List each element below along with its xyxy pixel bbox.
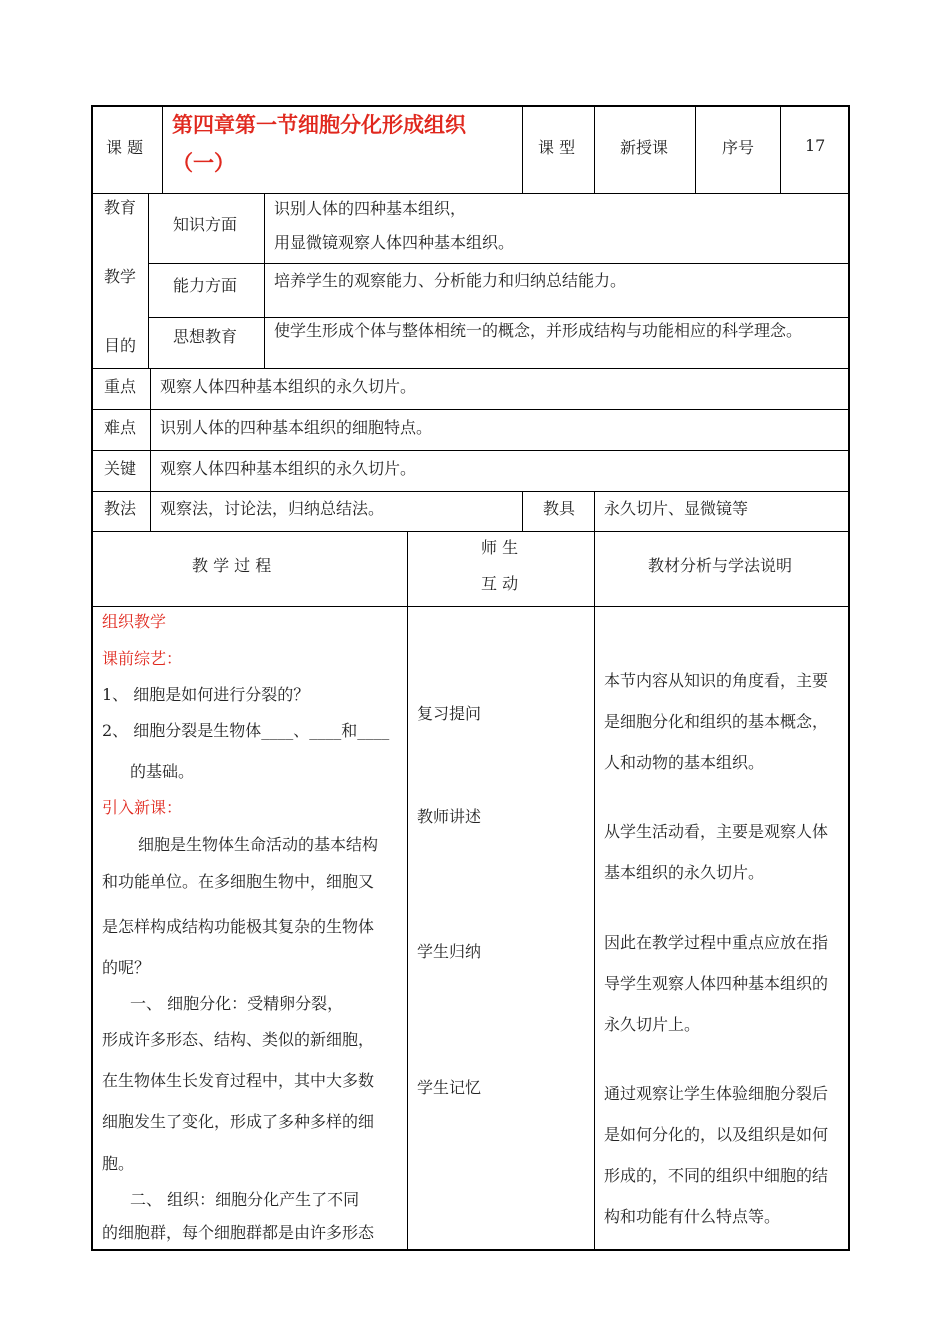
tools-text: 永久切片、显微镜等	[604, 499, 749, 518]
ability-text: 培养学生的观察能力、分析能力和归纳总结能力。	[274, 271, 627, 290]
rule-knowledge-bottom	[148, 263, 850, 264]
rule-v-type-value	[695, 105, 696, 193]
analysis-1-line-1: 本节内容从知识的角度看，主要	[604, 671, 829, 690]
method-text: 观察法，讨论法，归纳总结法。	[160, 499, 385, 518]
rule-v-interaction	[594, 531, 595, 1251]
section-intro: 引入新课：	[102, 798, 183, 817]
key-label: 关键	[104, 459, 137, 478]
question-2: 2、 细胞分裂是生物体____、____和____	[102, 721, 390, 740]
focus-label: 重点	[104, 377, 137, 396]
process-column-header: 教 学 过 程	[192, 556, 272, 575]
rule-v-type	[594, 105, 595, 193]
analysis-3-line-1: 因此在教学过程中重点应放在指	[604, 933, 829, 952]
method-label: 教法	[104, 499, 137, 518]
rule-process-header-bottom	[91, 606, 850, 607]
difficulty-text: 识别人体的四种基本组织的细胞特点。	[160, 418, 433, 437]
rule-v-tools	[594, 491, 595, 531]
section-organize: 组织教学	[102, 612, 167, 631]
rule-v-title	[522, 105, 523, 193]
knowledge-label: 知识方面	[173, 215, 238, 234]
key-text: 观察人体四种基本组织的永久切片。	[160, 459, 417, 478]
interaction-memorize: 学生记忆	[417, 1078, 482, 1097]
topic-label: 课 题	[106, 138, 144, 157]
differentiation-line-1: 一、 细胞分化：受精卵分裂，	[130, 994, 344, 1013]
rule-v-seq	[780, 105, 781, 193]
rule-header-bottom	[91, 193, 850, 194]
rule-v-process	[407, 531, 408, 1251]
intro-line-3: 是怎样构成结构功能极其复杂的生物体	[102, 917, 375, 936]
analysis-3-line-2: 导学生观察人体四种基本组织的	[604, 974, 829, 993]
knowledge-line-1: 识别人体的四种基本组织，	[274, 199, 467, 218]
question-2-cont: 的基础。	[130, 762, 195, 781]
type-value: 新授课	[620, 138, 669, 157]
tissue-line-2: 的细胞群，每个细胞群都是由许多形态	[102, 1223, 375, 1242]
rule-difficulty-bottom	[91, 450, 850, 451]
knowledge-line-2: 用显微镜观察人体四种基本组织。	[274, 233, 515, 252]
objectives-label-3: 目的	[104, 336, 137, 355]
interaction-summarize: 学生归纳	[417, 942, 482, 961]
analysis-4-line-2: 是如何分化的，以及组织是如何	[604, 1125, 829, 1144]
rule-v-topic	[162, 105, 163, 193]
differentiation-line-5: 胞。	[102, 1154, 135, 1173]
interaction-header-2: 互 动	[481, 574, 519, 593]
differentiation-line-2: 形成许多形态、结构、类似的新细胞，	[102, 1030, 375, 1049]
analysis-1-line-2: 是细胞分化和组织的基本概念，	[604, 712, 829, 731]
ability-label: 能力方面	[173, 276, 238, 295]
analysis-4-line-3: 形成的，不同的组织中细胞的结	[604, 1166, 829, 1185]
differentiation-line-3: 在生物体生长发育过程中，其中大多数	[102, 1071, 375, 1090]
objectives-label-1: 教育	[104, 198, 137, 217]
interaction-review: 复习提问	[417, 704, 482, 723]
intro-line-2: 和功能单位。在多细胞生物中，细胞又	[102, 872, 375, 891]
rule-key-bottom	[91, 491, 850, 492]
intro-line-1: 细胞是生物体生命活动的基本结构	[138, 835, 379, 854]
intro-line-4: 的呢？	[102, 958, 151, 977]
analysis-3-line-3: 永久切片上。	[604, 1015, 701, 1034]
section-pre-class: 课前综艺：	[102, 649, 183, 668]
seq-value: 17	[805, 136, 826, 155]
rule-v-method	[522, 491, 523, 531]
focus-text: 观察人体四种基本组织的永久切片。	[160, 377, 417, 396]
difficulty-label: 难点	[104, 418, 137, 437]
objectives-label-2: 教学	[104, 267, 137, 286]
rule-objectives-bottom	[91, 368, 850, 369]
tools-label: 教具	[543, 499, 576, 518]
analysis-column-header: 教材分析与学法说明	[648, 556, 793, 575]
rule-ability-bottom	[148, 317, 850, 318]
rule-v-objectives	[148, 193, 149, 368]
type-label: 课 型	[538, 138, 576, 157]
interaction-lecture: 教师讲述	[417, 807, 482, 826]
analysis-2-line-1: 从学生活动看，主要是观察人体	[604, 822, 829, 841]
analysis-4-line-1: 通过观察让学生体验细胞分裂后	[604, 1084, 829, 1103]
analysis-4-line-4: 构和功能有什么特点等。	[604, 1207, 781, 1226]
thought-label: 思想教育	[173, 327, 238, 346]
lesson-title: 第四章第一节细胞分化形成组织	[172, 112, 466, 137]
question-1: 1、 细胞是如何进行分裂的？	[102, 685, 310, 704]
interaction-header-1: 师 生	[481, 538, 519, 557]
analysis-2-line-2: 基本组织的永久切片。	[604, 863, 765, 882]
analysis-1-line-3: 人和动物的基本组织。	[604, 753, 765, 772]
lesson-title-part: （一）	[172, 150, 235, 175]
seq-label: 序号	[722, 138, 755, 157]
rule-method-bottom	[91, 531, 850, 532]
tissue-line-1: 二、 组织：细胞分化产生了不同	[130, 1190, 360, 1209]
rule-v-rows	[150, 368, 151, 531]
differentiation-line-4: 细胞发生了变化，形成了多种多样的细	[102, 1112, 375, 1131]
rule-focus-bottom	[91, 409, 850, 410]
thought-text: 使学生形成个体与整体相统一的概念，并形成结构与功能相应的科学理念。	[274, 321, 803, 340]
rule-v-objectives-sub	[264, 193, 265, 368]
